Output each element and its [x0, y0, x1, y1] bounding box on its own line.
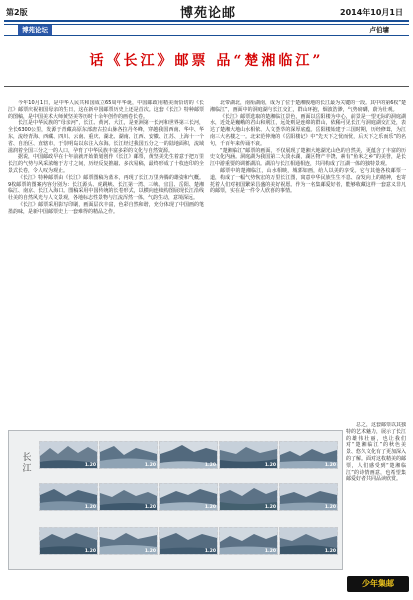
paragraph: 今年10月1日，是中华人民共和国成立65周年华诞，中国邮政用精美而恰切的《长江》邮票庆祝祖国母亲的生日，这在新中国邮票历史上还是首次。这套《长江》特种邮票的图稿，是中国美术大师黄坚美等历时十余年创作的画卷长卷。 [8, 100, 204, 120]
stamp-9 [219, 483, 278, 511]
stamp-10 [279, 483, 338, 511]
masthead [0, 0, 413, 26]
stamp-denomination: 1.20 [324, 505, 336, 510]
stamp-14 [219, 527, 278, 555]
stamp-11 [39, 527, 98, 555]
masthead-rule [4, 20, 409, 22]
stamp-7 [99, 483, 158, 511]
article-title-block [4, 42, 409, 94]
article-column-narrow [346, 422, 406, 562]
stamp-denomination: 1.20 [204, 463, 216, 468]
paragraph: 长江是中华民族的“母亲河”，长江、黄河、大江，是亚洲第一长河和世界第三长河，全长6300公里，发源于青藏高原东部唐古拉山脉各拉丹冬峰，穿越我国西南、华中、华东，流经青海、西藏、四川、云南、重庆、湖北、湖南、江西、安徽、江苏、上海十一个省、自治区、直辖市，于崇明岛以东注入东海。长江经过我国五分之一的陆地面积，流域滋润着全国三分之一的人口，孕育了中华民族丰富多彩的文化与自然资源。 [8, 120, 204, 154]
paragraph: 北带湖北，南衔湖南，成为了位于楚湘腹地的长江最为关键的一段。其中的第6枚“楚湘临江”，画面中的洞庭湖与长江交汇，群山环抱，烟波浩渺，气势磅礴，蔚为壮观。 [210, 100, 406, 113]
stamp-sheet-label: 长江 [22, 453, 32, 474]
stamp-denomination: 1.20 [324, 549, 336, 554]
newspaper-title: 博苑论邮 [180, 6, 237, 21]
paragraph: 《长江》邮票选取的楚湘临江景色，画面以岳阳楼为中心，前景是一望无际的洞庭湖水，近处是巍峨的君山和荆江，远处则是连绵的群山，依稀可见长江与洞庭湖交汇处，表达了楚湘大地山水相依、人文荟萃的深厚底蕴。岳阳楼始建于三国时期，历经修葺，为江南三大名楼之一。北宋范仲淹的《岳阳楼记》中“先天下之忧而忧，后天下之乐而乐”的名句，千百年来传诵不衰。 [210, 113, 406, 147]
stamp-4 [219, 441, 278, 469]
stamp-8 [159, 483, 218, 511]
author-name: 卢伯墉 [369, 26, 389, 34]
stamp-denomination: 1.20 [84, 505, 96, 510]
stamp-15 [279, 527, 338, 555]
stamp-denomination: 1.20 [324, 463, 336, 468]
stamp-denomination: 1.20 [204, 505, 216, 510]
stamp-denomination: 1.20 [84, 549, 96, 554]
stamp-2 [99, 441, 158, 469]
stamp-5 [279, 441, 338, 469]
stamp-12 [99, 527, 158, 555]
stamp-denomination: 1.20 [264, 463, 276, 468]
stamp-1 [39, 441, 98, 469]
stamp-denomination: 1.20 [144, 549, 156, 554]
article-title: 话《长江》邮票 品“楚湘临江” [89, 53, 324, 69]
page-number: 第2版 [6, 8, 28, 17]
article-column-left [8, 100, 204, 368]
stamp-6 [39, 483, 98, 511]
stamp-denomination: 1.20 [144, 463, 156, 468]
paragraph: 《长江》邮票采用影写印刷，画面层次丰富，色彩自然和谐，充分体现了中国画的笔墨韵味，是新中国邮票史上一套难得的精品之作。 [8, 201, 204, 215]
stamp-denomination: 1.20 [264, 549, 276, 554]
stamp-denomination: 1.20 [144, 505, 156, 510]
paragraph: 邮票中的楚湘临江，山水相映，城郭如画，给人以美的享受。它与其他各枚邮票一道，构成了一幅气势恢宏的万里长江图，寓意中华民族生生不息、奋发向上的精神，也寄托着人们对祖国繁荣昌盛的美好祝愿。作为一名集邮爱好者，能够收藏这样一套意义非凡的邮票，实在是一件令人欣喜的事情。 [210, 167, 406, 195]
stamp-13 [159, 527, 218, 555]
paragraph: 据说，中国邮政早在十年前就开始策划创作《长江》邮票，黄坚美先生着意于把万里长江的气势与风采浓缩于方寸之间，历经反复推敲、多次易稿，最终形成了十枚连印的全景式长卷，令人叹为观止。 [8, 154, 204, 174]
footer-badge: 少年集邮 [347, 576, 409, 592]
issue-date: 2014年10月1日 [340, 8, 403, 17]
paragraph: 总之，这套邮票以其独特的艺术魅力，展示了长江的雄伟壮丽，也让我们对“楚湘临江”的秋色美景、悠久文化有了更加深入的了解。面对这枚精美的邮票，人们感受到“楚湘临江”的诗情画意，也希望集邮爱好者共同品读欣赏。 [346, 422, 406, 483]
stamp-3 [159, 441, 218, 469]
paragraph: 《长江》特种邮票由《长江》邮票图稿为蓝本，再现了长江万里奔腾的雄姿和气概。9枚邮票的图案内容分别为：长江源头、虎跳峡、长江第一湾、三峡、宜昌、岳阳、楚湘临江、南京、长江入海口。图稿采用中国传统的长卷形式，以横向连续构图展现长江沿线壮美的自然风光与人文景观，各地标志性景物与江流浑然一体，气韵生动，意境深远。 [8, 174, 204, 202]
section-label: 博苑论坛 [18, 25, 52, 35]
title-rule [4, 86, 409, 87]
section-bar [4, 24, 409, 36]
paragraph: “楚湘临江”邮票的画面，不仅展现了楚湘大地湖光山色的自然美，更蕴含了丰富的历史文化内涵。洞庭湖为我国第二大淡水湖，湖区物产丰饶，素有“鱼米之乡”的美誉，是长江中游重要的调蓄湖泊。湖泊与长江相通相连，共同构成了江湖一体的独特景观。 [210, 147, 406, 168]
article-column-right [210, 100, 406, 422]
stamp-sheet-image [8, 430, 343, 570]
stamp-denomination: 1.20 [84, 463, 96, 468]
stamp-denomination: 1.20 [264, 505, 276, 510]
stamp-denomination: 1.20 [204, 549, 216, 554]
